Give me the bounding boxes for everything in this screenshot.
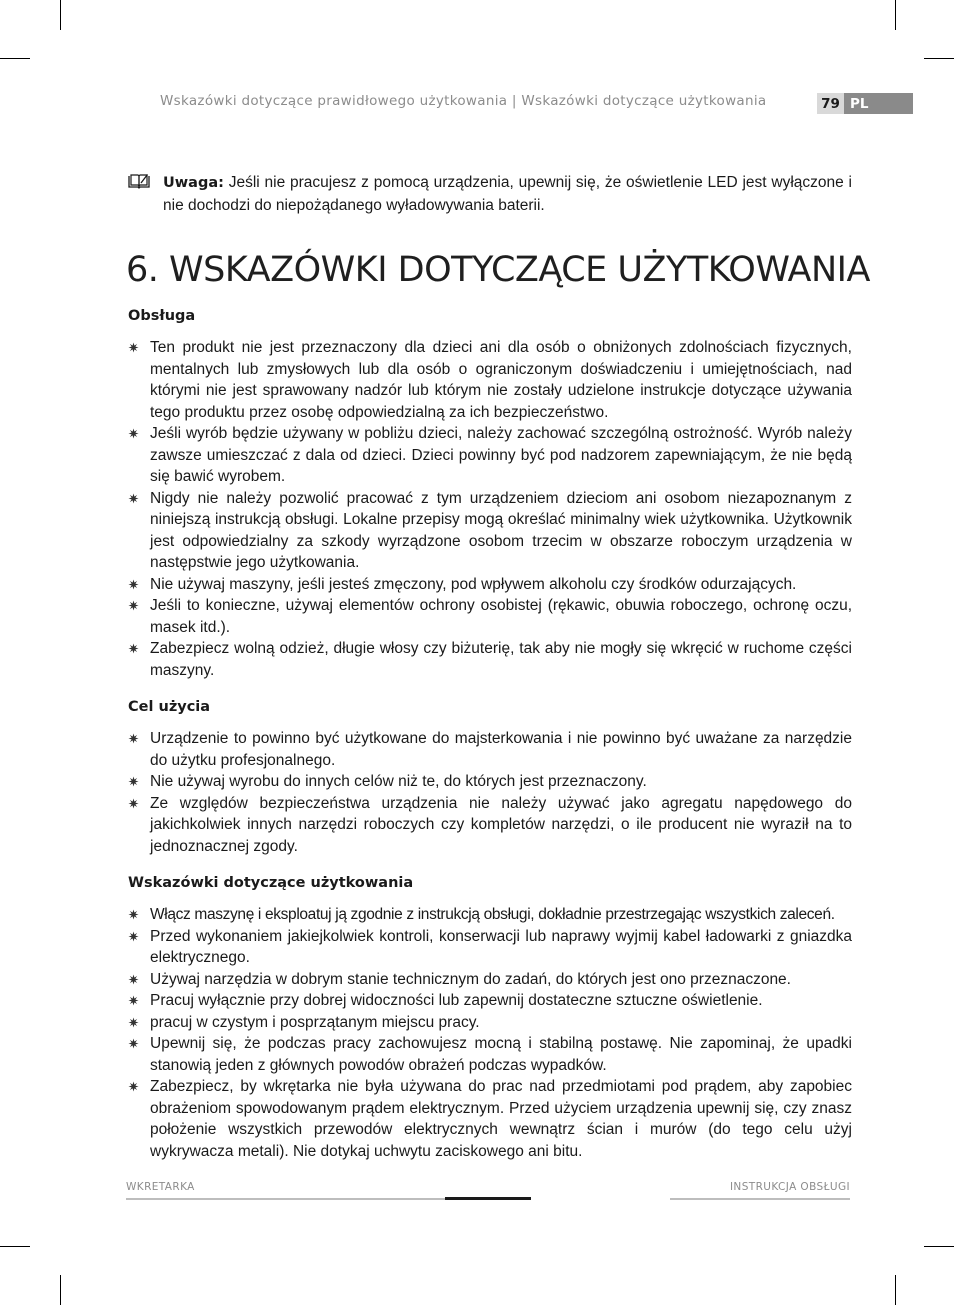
page-number: 79 bbox=[817, 93, 844, 114]
crop-mark bbox=[60, 1275, 61, 1305]
list-item: Pracuj wyłącznie przy dobrej widoczności lub zapewnij dostateczne sztuczne oświetlenie. bbox=[128, 990, 852, 1012]
footer-product: WKRETARKA bbox=[126, 1181, 195, 1193]
list-item: Nigdy nie należy pozwolić pracować z tym urządzeniem dzieciom ani osobom niezapoznanym z niniejszą instrukcją obsługi. Lokalne przepisy mogą określać minimalny wiek użytkownika. Użytkownik jest odpowiedzialny za szkody wyrządzone osobom trzecim w obszarze roboczym urządzenia w następstwie jego użytkowania. bbox=[128, 488, 852, 574]
list-item: pracuj w czystym i posprzątanym miejscu pracy. bbox=[128, 1012, 852, 1034]
bullet-icon bbox=[128, 798, 139, 809]
list-item: Zabezpiecz wolną odzież, długie włosy czy biżuterię, tak aby nie mogły się wkręcić w ruchome części maszyny. bbox=[128, 638, 852, 681]
list-item: Przed wykonaniem jakiejkolwiek kontroli, konserwacji lub naprawy wyjmij kabel ładowarki z gniazdka elektrycznego. bbox=[128, 926, 852, 969]
section-wskazowki bbox=[128, 873, 852, 1162]
crop-mark bbox=[924, 58, 954, 59]
note-box bbox=[128, 172, 852, 216]
list-item: Ze względów bezpieczeństwa urządzenia nie należy używać jako agregatu napędowego do jakichkolwiek innych narzędzi roboczych czy kompletów narzędzi, o ile producent nie wyraził na to jednoznacznej zgody. bbox=[128, 793, 852, 858]
list-item: Nie używaj wyrobu do innych celów niż te, do których jest przeznaczony. bbox=[128, 771, 852, 793]
list-item: Zabezpiecz, by wkrętarka nie była używana do prac nad przedmiotami pod prądem, aby zapobiec obrażeniom spowodowanym prądem elektrycznym. Przed użyciem urządzenia upewnij się, czy znasz położenie wszystkich przewodów elektrycznych wewnątrz ścian i murów (do tego celu użyj wykrywacza metali). Nie dotykaj uchwytu zaciskowego ani bitu. bbox=[128, 1076, 852, 1162]
chapter-title: 6. WSKAZÓWKI DOTYCZĄCE UŻYTKOWANIA bbox=[126, 250, 870, 290]
running-header: Wskazówki dotyczące prawidłowego użytkowania | Wskazówki dotyczące użytkowania bbox=[160, 93, 767, 109]
bullet-list bbox=[128, 728, 852, 857]
bullet-icon bbox=[128, 776, 139, 787]
bullet-icon bbox=[128, 1081, 139, 1092]
bullet-icon bbox=[128, 1017, 139, 1028]
list-item: Jeśli wyrób będzie używany w pobliżu dzieci, należy zachować szczególną ostrożność. Wyrób należy zawsze umieszczać z dala od dzieci. Dzieci powinny być pod nadzorem zapewniającym, że nie będą się bawić wyrobem. bbox=[128, 423, 852, 488]
crop-mark bbox=[0, 58, 30, 59]
bullet-icon bbox=[128, 493, 139, 504]
note-body: Jeśli nie pracujesz z pomocą urządzenia, upewnij się, że oświetlenie LED jest wyłączone i nie dochodzi do niepożądanego wyładowywania baterii. bbox=[163, 174, 852, 214]
bullet-icon bbox=[128, 643, 139, 654]
note-label: Uwaga: bbox=[163, 175, 224, 191]
list-item: Urządzenie to powinno być użytkowane do majsterkowania i nie powinno być uważane za narzędzie do użytku profesjonalnego. bbox=[128, 728, 852, 771]
crop-mark bbox=[895, 0, 896, 30]
section-cel-uzycia bbox=[128, 697, 852, 857]
footer-rule-gap bbox=[531, 1197, 670, 1200]
bullet-icon bbox=[128, 428, 139, 439]
footer-manual: INSTRUKCJA OBSŁUGI bbox=[729, 1181, 850, 1193]
bullet-icon bbox=[128, 995, 139, 1006]
bullet-list bbox=[128, 904, 852, 1162]
crop-mark bbox=[895, 1275, 896, 1305]
note-text bbox=[163, 172, 852, 216]
section-title: Cel użycia bbox=[128, 699, 211, 715]
list-item: Używaj narzędzia w dobrym stanie technicznym do zadań, do których jest ono przeznaczone. bbox=[128, 969, 852, 991]
bullet-icon bbox=[128, 579, 139, 590]
bullet-icon bbox=[128, 600, 139, 611]
section-obsluga bbox=[128, 306, 852, 681]
list-item: Ten produkt nie jest przeznaczony dla dzieci ani dla osób o obniżonych zdolnościach fizycznych, mentalnych lub zmysłowych lub dla osób o ograniczonym doświadczeniu i umiejętnościach, nad którymi nie jest sprawowany nadzór lub którym nie zostały udzielone instrukcje dotyczące używania tego produktu przez osobę odpowiedzialną za ich bezpieczeństwo. bbox=[128, 337, 852, 423]
bullet-icon bbox=[128, 1038, 139, 1049]
crop-mark bbox=[60, 0, 61, 30]
list-item: Jeśli to konieczne, używaj elementów ochrony osobistej (rękawic, obuwia roboczego, ochronę oczu, masek itd.). bbox=[128, 595, 852, 638]
crop-mark bbox=[924, 1246, 954, 1247]
list-item: Włącz maszynę i eksploatuj ją zgodnie z instrukcją obsługi, dokładnie przestrzegając wszystkich zaleceń. bbox=[128, 904, 852, 926]
footer-rule-accent bbox=[445, 1197, 531, 1200]
bullet-icon bbox=[128, 974, 139, 985]
list-item: Upewnij się, że podczas pracy zachowujesz mocną i stabilną postawę. Nie zapominaj, że upadki stanowią jeden z głównych powodów obrażeń podczas wypadków. bbox=[128, 1033, 852, 1076]
bullet-icon bbox=[128, 931, 139, 942]
bullet-list bbox=[128, 337, 852, 681]
crop-mark bbox=[0, 1246, 30, 1247]
section-title: Obsługa bbox=[128, 308, 196, 324]
bullet-icon bbox=[128, 909, 139, 920]
note-book-icon bbox=[128, 173, 150, 193]
bullet-icon bbox=[128, 733, 139, 744]
language-tab: PL bbox=[844, 93, 913, 114]
section-title: Wskazówki dotyczące użytkowania bbox=[128, 875, 414, 891]
list-item: Nie używaj maszyny, jeśli jesteś zmęczony, pod wpływem alkoholu czy środków odurzających. bbox=[128, 574, 852, 596]
bullet-icon bbox=[128, 342, 139, 353]
